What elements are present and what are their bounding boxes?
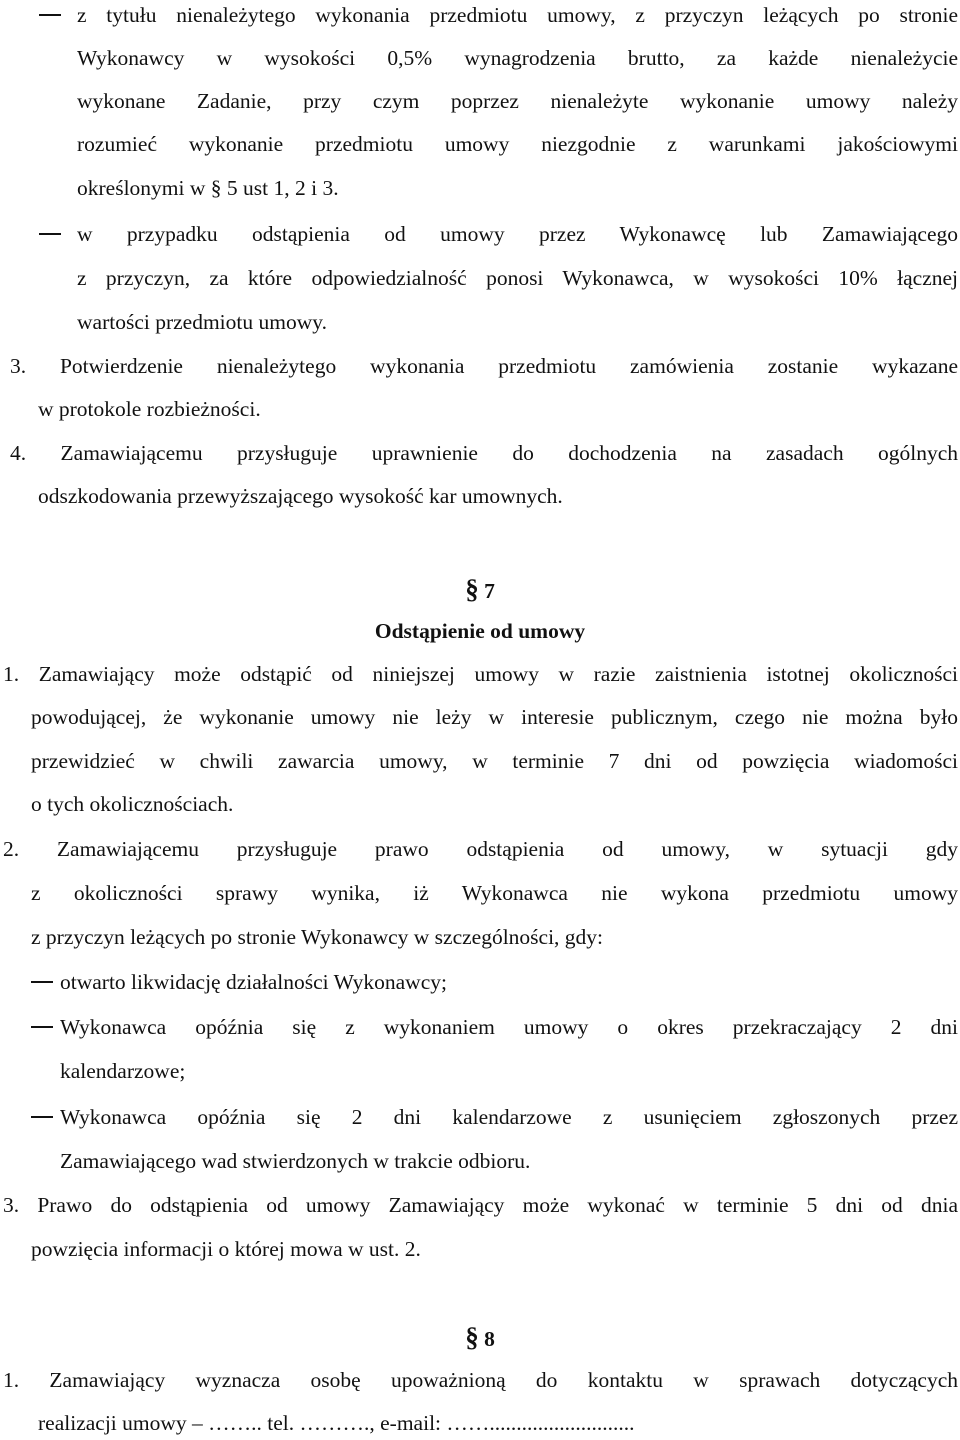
s7-item2-line-3: z przyczyn leżących po stronie Wykonawcy w szczególności, gdy: bbox=[31, 925, 604, 949]
s7-item1-line-4: o tych okolicznościach. bbox=[31, 792, 234, 816]
s7-item1-line-2: powodującej, że wykonanie umowy nie leży w interesie publicznym, czego nie można było bbox=[31, 705, 958, 729]
s7-bullet2-line-2: kalendarzowe; bbox=[60, 1059, 186, 1083]
bullet1-line-1: z tytułu nienależytego wykonania przedmiotu umowy, z przyczyn leżących po stronie bbox=[77, 3, 958, 27]
section8-number bbox=[0, 1320, 960, 1354]
section7-title: Odstąpienie od umowy bbox=[374, 619, 586, 643]
s7-bullet3-line-2: Zamawiającego wad stwierdzonych w trakcie odbioru. bbox=[60, 1149, 531, 1173]
s7-bullet2-line-1: Wykonawca opóźnia się z wykonaniem umowy o okres przekraczający 2 dni bbox=[60, 1015, 958, 1039]
s7-item1-line-1: 1. Zamawiający może odstąpić od niniejszej umowy w razie zaistnienia istotnej okoliczności bbox=[3, 662, 958, 686]
paragraph-symbol: § bbox=[465, 1322, 479, 1352]
s8-item1-line-2: realizacji umowy – …….. tel. ………., e-mail: ……........................... bbox=[38, 1411, 635, 1435]
item4-line-1: 4. Zamawiającemu przysługuje uprawnienie do dochodzenia na zasadach ogólnych bbox=[10, 441, 958, 465]
s7-item3-line-1: 3. Prawo do odstąpienia od umowy Zamawiający może wykonać w terminie 5 dni od dnia bbox=[3, 1193, 958, 1217]
s7-item3-line-2: powzięcia informacji o której mowa w ust. 2. bbox=[31, 1237, 421, 1261]
paragraph-symbol: § bbox=[465, 574, 479, 604]
bullet1-line-5: określonymi w § 5 ust 1, 2 i 3. bbox=[77, 176, 339, 200]
dash-bullet-marker bbox=[39, 233, 61, 235]
s7-bullet3-line-1: Wykonawca opóźnia się 2 dni kalendarzowe z usunięciem zgłoszonych przez bbox=[60, 1105, 958, 1129]
bullet1-line-2: Wykonawcy w wysokości 0,5% wynagrodzenia brutto, za każde nienależycie bbox=[77, 46, 958, 70]
bullet2-line-3: wartości przedmiotu umowy. bbox=[77, 310, 327, 334]
bullet2-line-2: z przyczyn, za które odpowiedzialność ponosi Wykonawca, w wysokości 10% łącznej bbox=[77, 266, 958, 290]
dash-bullet-marker bbox=[31, 981, 53, 983]
dash-bullet-marker bbox=[39, 14, 61, 16]
s8-item1-line-1: 1. Zamawiający wyznacza osobę upoważnioną do kontaktu w sprawach dotyczących bbox=[3, 1368, 958, 1392]
section7-number bbox=[0, 572, 960, 606]
s7-item2-line-1: 2. Zamawiającemu przysługuje prawo odstąpienia od umowy, w sytuacji gdy bbox=[3, 837, 958, 861]
item3-line-1: 3. Potwierdzenie nienależytego wykonania przedmiotu zamówienia zostanie wykazane bbox=[10, 354, 958, 378]
bullet1-line-3: wykonane Zadanie, przy czym poprzez nienależyte wykonanie umowy należy bbox=[77, 89, 958, 113]
item4-line-2: odszkodowania przewyższającego wysokość kar umownych. bbox=[38, 484, 563, 508]
item3-line-2: w protokole rozbieżności. bbox=[38, 397, 261, 421]
dash-bullet-marker bbox=[31, 1026, 53, 1028]
dash-bullet-marker bbox=[31, 1116, 53, 1118]
s7-bullet1-line-1: otwarto likwidację działalności Wykonawcy; bbox=[60, 970, 447, 994]
bullet1-line-4: rozumieć wykonanie przedmiotu umowy niezgodnie z warunkami jakościowymi bbox=[77, 132, 958, 156]
s7-item1-line-3: przewidzieć w chwili zawarcia umowy, w terminie 7 dni od powzięcia wiadomości bbox=[31, 749, 958, 773]
section-number: 7 bbox=[484, 579, 495, 603]
bullet2-line-1: w przypadku odstąpienia od umowy przez Wykonawcę lub Zamawiającego bbox=[77, 222, 958, 246]
s7-item2-line-2: z okoliczności sprawy wynika, iż Wykonawca nie wykona przedmiotu umowy bbox=[31, 881, 958, 905]
section-number: 8 bbox=[484, 1327, 495, 1351]
